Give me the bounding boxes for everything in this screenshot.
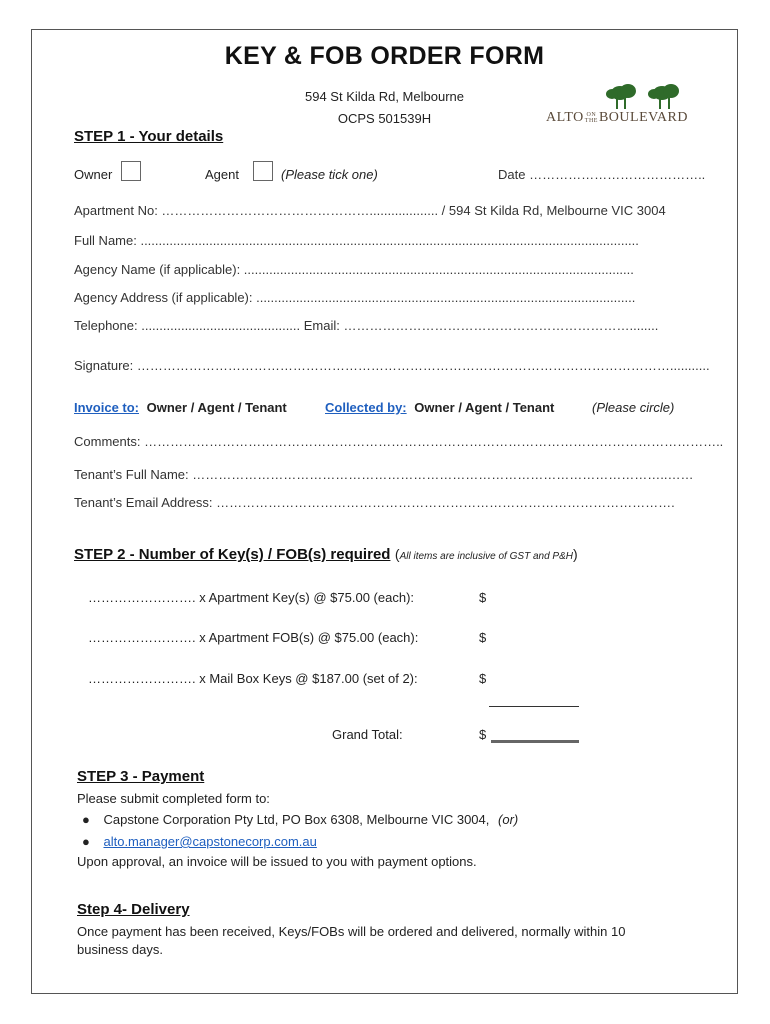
tenant-name-field[interactable]: Tenant’s Full Name: ………………………………………………………………………………………………..…… [74, 467, 694, 482]
grand-total-currency: $ [479, 727, 487, 742]
grand-total-field[interactable] [491, 740, 579, 743]
manager-email-link[interactable]: alto.manager@capstonecorp.com.au [103, 834, 317, 849]
tick-note: (Please tick one) [281, 167, 378, 182]
comments-field[interactable]: Comments: …………………………………………………………………………………………………………………….. [74, 434, 724, 449]
logo-word-alto: ALTO [546, 110, 584, 125]
step2-note-open: ( [394, 546, 400, 562]
alto-boulevard-logo [544, 82, 694, 130]
step2-note-close: ) [572, 546, 578, 562]
apartment-keys-currency: $ [479, 590, 487, 605]
apartment-fobs-line[interactable]: ……………………. x Apartment FOB(s) @ $75.00 (each): [88, 630, 419, 645]
collected-by-options[interactable]: Owner / Agent / Tenant [414, 400, 555, 415]
owner-checkbox[interactable] [121, 161, 141, 181]
invoice-to-options[interactable]: Owner / Agent / Tenant [146, 400, 287, 415]
agency-name-field[interactable]: Agency Name (if applicable): ............................................................................................................ [74, 262, 634, 277]
subtotal-rule [489, 706, 579, 707]
step4-heading: Step 4- Delivery [77, 901, 190, 918]
form-title: KEY & FOB ORDER FORM [224, 42, 545, 70]
logo-the: THE [584, 117, 598, 124]
step1-heading: STEP 1 - Your details [74, 128, 224, 145]
mailbox-keys-currency: $ [479, 671, 487, 686]
step2-heading: STEP 2 - Number of Key(s) / FOB(s) required [74, 546, 391, 563]
full-name-field[interactable]: Full Name: .......................................................................................................................................... [74, 233, 639, 248]
step4-line1: Once payment has been received, Keys/FOBs will be ordered and delivered, normally within 10 [77, 924, 626, 939]
logo-on: ON [586, 111, 597, 118]
tenant-email-field[interactable]: Tenant’s Email Address: ……………………………………………………………………………………………. [74, 495, 675, 510]
address-line: 594 St Kilda Rd, Melbourne [305, 89, 464, 104]
or-note: (or) [498, 812, 519, 827]
bullet-icon: ● [82, 812, 90, 827]
step3-bullet2 [82, 834, 317, 849]
signature-field[interactable]: Signature: ……………………………………………………………………………………………………………........... [74, 358, 710, 373]
logo-word-boulevard: BOULEVARD [598, 110, 688, 125]
mailbox-keys-line[interactable]: ……………………. x Mail Box Keys @ $187.00 (set of 2): [88, 671, 418, 686]
telephone-email-field[interactable]: Telephone: ............................................ Email: …………………………………………………………........ [74, 318, 659, 333]
apartment-fobs-currency: $ [479, 630, 487, 645]
agency-address-field[interactable]: Agency Address (if applicable): ......................................................................................................... [74, 290, 636, 305]
invoice-to-row [74, 400, 287, 415]
step3-heading: STEP 3 - Payment [77, 768, 205, 785]
step2-note: All items are inclusive of GST and P&H [399, 551, 573, 562]
apartment-field[interactable]: Apartment No: …………………………………………................... / 594 St Kilda Rd, Melbourne VIC 3004 [74, 203, 666, 218]
agent-checkbox[interactable] [253, 161, 273, 181]
owner-label: Owner [74, 167, 113, 182]
step3-bullet1 [82, 812, 518, 827]
postal-address: Capstone Corporation Pty Ltd, PO Box 6308, Melbourne VIC 3004, [103, 812, 490, 827]
grand-total-label: Grand Total: [332, 727, 403, 742]
order-form-page [31, 29, 738, 994]
step2-heading-row [74, 546, 578, 564]
date-field[interactable]: Date ………………………………….. [498, 167, 706, 182]
agent-label: Agent [205, 167, 239, 182]
collected-by-row [325, 400, 554, 415]
circle-note: (Please circle) [592, 400, 675, 415]
collected-by-label: Collected by: [325, 400, 407, 415]
step3-intro: Please submit completed form to: [77, 791, 270, 806]
ocps-line: OCPS 501539H [337, 111, 432, 126]
step4-line2: business days. [77, 942, 163, 957]
apartment-keys-line[interactable]: ……………………. x Apartment Key(s) @ $75.00 (each): [88, 590, 415, 605]
invoice-to-label: Invoice to: [74, 400, 140, 415]
bullet-icon: ● [82, 834, 90, 849]
step3-outro: Upon approval, an invoice will be issued to you with payment options. [77, 854, 477, 869]
